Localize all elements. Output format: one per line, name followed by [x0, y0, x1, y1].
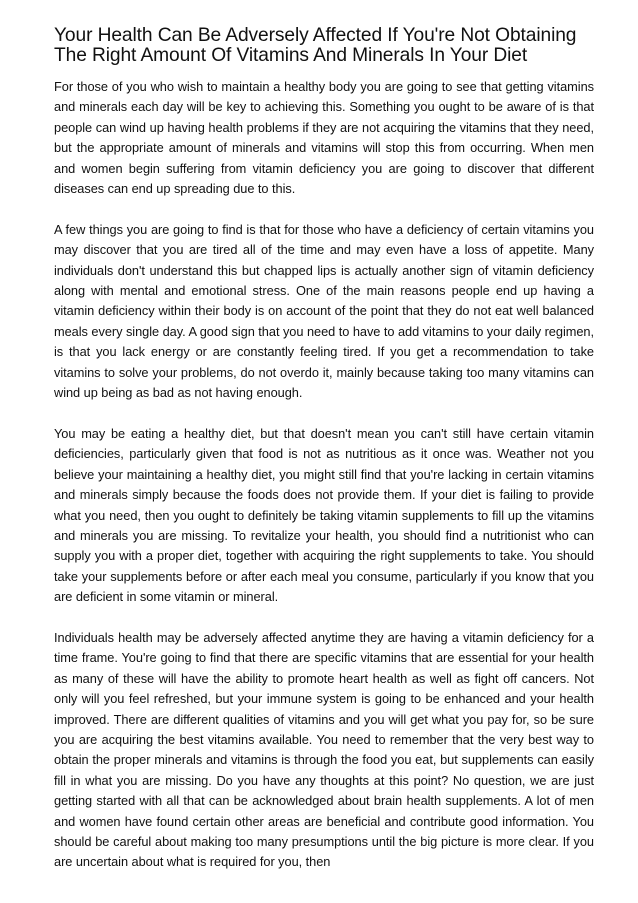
- document-page: [54, 26, 594, 873]
- paragraph-1: For those of you who wish to maintain a healthy body you are going to see that getting vitamins and minerals each day will be key to achieving this. Something you ought to be aware of is that people can wind up having health problems if they are not acquiring the vitamins that they need, but the appropriate amount of minerals and vitamins will stop this from occurring. When men and women begin suffering from vitamin deficiency you are going to discover that different diseases can end up spreading due to this.: [54, 79, 594, 197]
- paragraph-2: A few things you are going to find is that for those who have a deficiency of certain vitamins you may discover that you are tired all of the time and may even have a loss of appetite. Many individuals don't understand this but chapped lips is actually another sign of vitamin deficiency along with mental and emotional stress. One of the main reasons people end up having a vitamin deficiency within their body is on account of the point that they do not eat well balanced meals every single day. A good sign that you need to have to add vitamins to your daily regimen, is that you lack energy or are constantly feeling tired. If you get a recommendation to take vitamins to solve your problems, do not overdo it, mainly because taking too many vitamins can wind up being as bad as not having enough.: [54, 221, 594, 401]
- paragraph-4: Individuals health may be adversely affected anytime they are having a vitamin deficiency for a time frame. You're going to find that there are specific vitamins that are essential for your health as many of these will have the ability to promote heart health as well as fight off cancers. Not only will you feel refreshed, but your immune system is going to be enhanced and your health improved. There are different qualities of vitamins and you will get what you pay for, so be sure you are acquiring the best vitamins available. You need to remember that the very best way to obtain the proper minerals and vitamins is through the food you eat, but supplements can easily fill in what you are missing. Do you have any thoughts at this point? No question, we are just getting started with all that can be acknowledged about brain health supplements. A lot of men and women have found certain other areas are beneficial and contribute good information. You should be careful about making too many presumptions until the big picture is more clear. If you are uncertain about what is required for you, then: [54, 629, 594, 870]
- paragraph-3: You may be eating a healthy diet, but that doesn't mean you can't still have certain vitamin deficiencies, particularly given that food is not as nutritious as it once was. Weather not you believe your maintaining a healthy diet, you might still find that you're lacking in certain vitamins and minerals simply because the foods does not provide them. If your diet is failing to provide what you need, then you ought to definitely be taking vitamin supplements to fill up the vitamins and minerals you are missing. To revitalize your health, you should find a nutritionist who can supply you with a proper diet, together with acquiring the right supplements to take. You should take your supplements before or after each meal you consume, particularly if you know that you are deficient in some vitamin or mineral.: [54, 425, 594, 605]
- document-title: Your Health Can Be Adversely Affected If You're Not Obtaining The Right Amount Of Vitamins And Minerals In Your Diet: [54, 25, 577, 66]
